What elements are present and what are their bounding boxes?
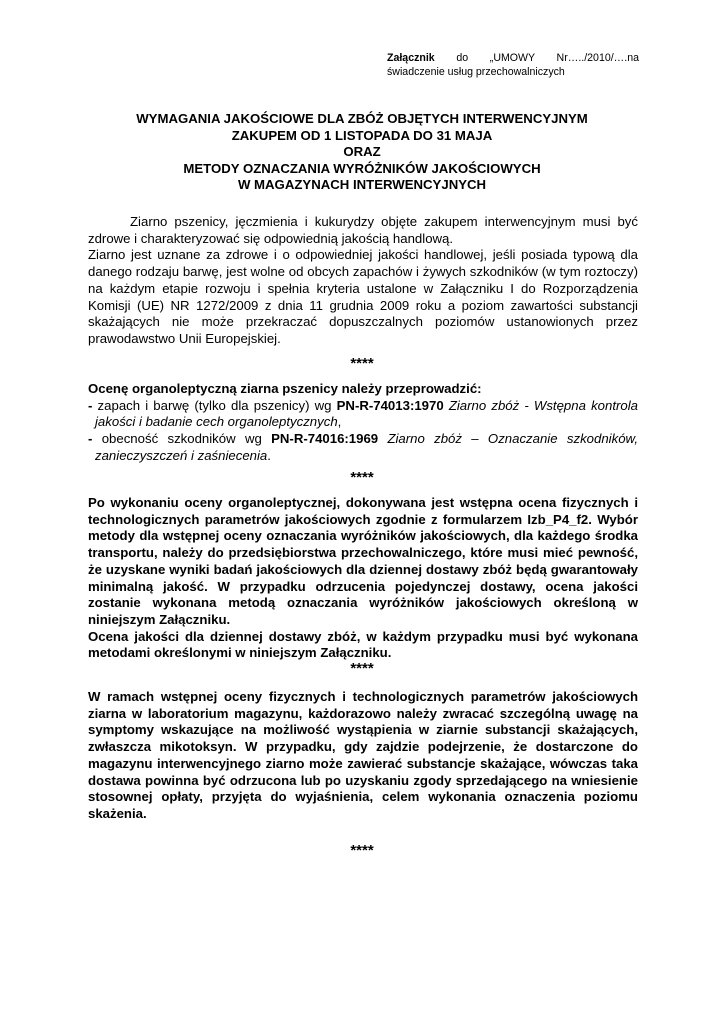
standard-code: PN-R-74016:1969 <box>271 431 379 447</box>
annex-text: do „UMOWY Nr…../2010/….na świadczenie usług przechowalniczych <box>387 52 639 78</box>
contamination-paragraph: W ramach wstępnej oceny fizycznych i technologicznych parametrów jakościowych ziarna w laboratorium magazynu, każdorazowo należy zwracać szczególną uwagę na symptomy wskazujące na możliwość wystąpienia w ziarnie substancji skażających, zwłaszcza mikotoksyn. W przypadku, gdy zajdzie podejrzenie, że dostarczone do magazynu interwencyjnego ziarno może zawierać substancje skażające, wówczas taka dostawa powinna być odrzucona lub po uzyskaniu zgody sprzedającego na wniesienie stosownej opłaty, przyjęta do wyjaśnienia, celem wykonania oznaczenia poziomu skażenia. <box>88 689 638 821</box>
separator-4: **** <box>350 842 374 859</box>
separator-1: **** <box>350 355 374 372</box>
standard-code: PN-R-74013:1970 <box>336 397 444 413</box>
contamination-section <box>88 689 638 823</box>
annex-label: Załącznik <box>387 52 435 64</box>
organoleptic-section <box>88 381 638 465</box>
list-item: - obecność szkodników wg PN-R-74016:1969 Ziarno zbóż – Oznaczanie szkodników, zanieczyszczeń i zaśniecenia. <box>88 431 638 463</box>
organoleptic-heading: Ocenę organoleptyczną ziarna pszenicy należy przeprowadzić: <box>88 381 482 396</box>
standard-title: Ziarno zbóż – Oznaczanie szkodników, zanieczyszczeń i zaśniecenia <box>95 431 638 463</box>
assessment-section <box>88 495 638 662</box>
list-item: - zapach i barwę (tylko dla pszenicy) wg PN-R-74013:1970 Ziarno zbóż - Wstępna kontrola jakości i badanie cech organoleptycznych, <box>88 397 638 430</box>
assessment-paragraph-1: Po wykonaniu oceny organoleptycznej, dokonywana jest wstępna ocena fizycznych i technologicznych parametrów jakościowych zgodnie z formularzem Izb_P4_f2. Wybór metody dla wstępnej oceny oznaczania wyróżników jakościowych, dla każdego środka transportu, należy do przedsiębiorstwa przechowalniczego, które musi mieć pewność, że uzyskane wyniki badań jakościowych dla dziennej dostawy zbóż będą gwarantowały minimalną jakość. W przypadku odrzucenia pojedynczej dostawy, ocena jakości zostanie wykonana metodą oznaczania wyróżników jakościowych określoną w niniejszym Załączniku. <box>88 495 638 627</box>
intro-paragraph-2: Ziarno jest uznane za zdrowe i o odpowiedniej jakości handlowej, jeśli posiada typową dla danego rodzaju barwę, jest wolne od obcych zapachów i żywych szkodników (w tym roztoczy) na każdym etapie rozwoju i spełnia kryteria ustalone w Załączniku I do Rozporządzenia Komisji (UE) NR 1272/2009 z dnia 11 grudnia 2009 roku a poziom zawartości substancji skażających nie może przekraczać dopuszczalnych poziomów ustanowionych przez prawodawstwo Unii Europejskiej. <box>88 247 638 346</box>
title-line-4: METODY OZNACZANIA WYRÓŻNIKÓW JAKOŚCIOWYCH <box>183 160 541 176</box>
title-line-2: ZAKUPEM OD 1 LISTOPADA DO 31 MAJA <box>231 127 493 143</box>
annex-header <box>387 51 639 79</box>
title-line-3: ORAZ <box>343 144 381 160</box>
document-title <box>60 111 664 194</box>
intro-paragraph-1: Ziarno pszenicy, jęczmienia i kukurydzy objęte zakupem interwencyjnym musi być zdrowe i charakteryzować się odpowiednią jakością handlową. <box>88 214 638 246</box>
title-line-5: W MAGAZYNACH INTERWENCYJNYCH <box>237 177 487 193</box>
intro-section <box>88 214 638 348</box>
assessment-paragraph-2: Ocena jakości dla dziennej dostawy zbóż, w każdym przypadku musi być wykonana metodami określonymi w niniejszym Załączniku. <box>88 628 638 661</box>
separator-2: **** <box>350 469 374 486</box>
title-line-1: WYMAGANIA JAKOŚCIOWE DLA ZBÓŻ OBJĘTYCH INTERWENCYJNYM <box>136 111 588 126</box>
separator-3: **** <box>350 660 374 677</box>
standard-title: Ziarno zbóż - Wstępna kontrola jakości i badanie cech organoleptycznych <box>95 397 638 430</box>
